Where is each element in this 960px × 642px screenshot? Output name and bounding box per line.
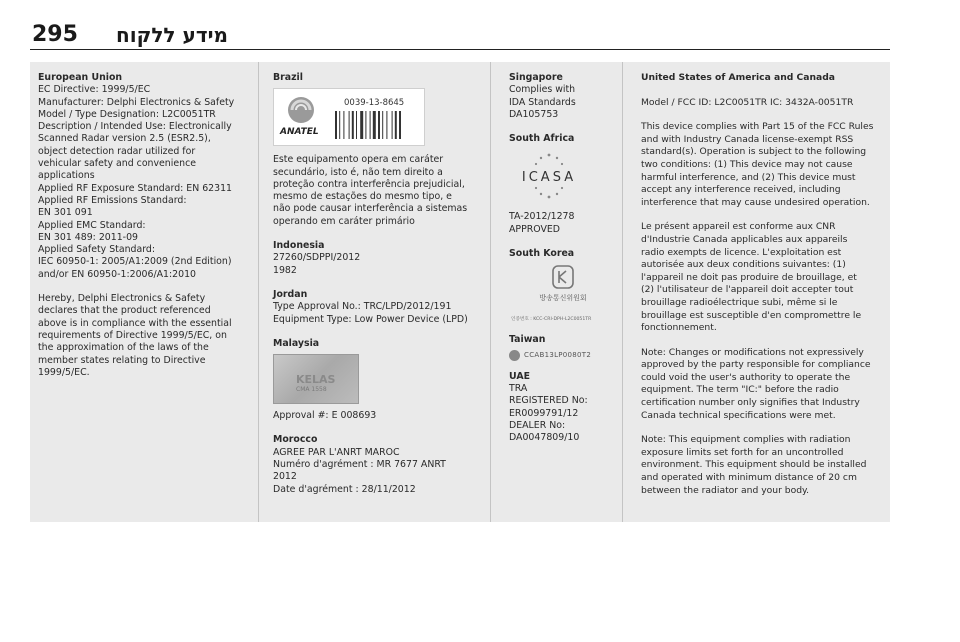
text-line: Note: Changes or modifications not expressively <box>641 346 864 358</box>
text-line: l'appareil ne doit pas produire de brouillage, et <box>641 271 857 283</box>
column-eu <box>30 62 258 522</box>
uae-title: UAE <box>509 370 530 382</box>
text-line: TA-2012/1278 <box>509 211 575 223</box>
text-line: certification number only signifies that Industry <box>641 397 860 409</box>
kelas-text: KELAS <box>296 373 336 387</box>
text-line: interference that may cause undesired operation. <box>641 196 870 208</box>
kc-text: 방송통신위원회 <box>539 294 587 303</box>
malaysia-title: Malaysia <box>273 337 320 349</box>
text-line: environment. This equipment should be installed <box>641 459 867 471</box>
usa-p4 <box>641 434 890 497</box>
text-line: operando em caráter primário <box>273 215 415 227</box>
text-line: fonctionnement. <box>641 322 717 334</box>
kelas-sub: CMA 1558 <box>296 386 327 394</box>
text-line: Manufacturer: Delphi Electronics & Safety <box>38 96 235 108</box>
text-line: proteção contra interferência prejudicial, <box>273 178 465 190</box>
usa-title: United States of America and Canada <box>641 72 835 83</box>
column-asia-africa <box>490 62 622 522</box>
text-line: Type Approval No.: TRC/LPD/2012/191 <box>273 301 452 313</box>
south-africa-text <box>509 211 622 236</box>
text-line: 2012 <box>273 471 297 483</box>
text-line: 1999/5/EC. <box>38 366 90 378</box>
column-usa-canada <box>622 62 890 522</box>
singapore-title: Singapore <box>509 72 563 83</box>
icasa-logo-icon <box>509 151 589 201</box>
anatel-label <box>273 88 425 146</box>
jordan-text <box>273 301 490 326</box>
icasa-text: ICASA <box>521 170 577 186</box>
text-line: APPROVED <box>509 223 561 235</box>
anatel-text: ANATEL <box>280 127 319 138</box>
malaysia-text <box>273 410 490 422</box>
text-line: standard(s). Operation is subject to the following <box>641 146 867 158</box>
eu-details <box>38 84 258 281</box>
south-africa-title: South Africa <box>509 133 575 145</box>
brazil-text <box>273 154 490 228</box>
text-line: AGREE PAR L'ANRT MAROC <box>273 446 400 458</box>
usa-p2 <box>641 221 890 334</box>
text-line: accept any interference received, including <box>641 184 841 196</box>
eu-declaration <box>38 293 258 379</box>
indonesia-text <box>273 252 490 277</box>
text-line: IDA Standards <box>509 96 576 108</box>
text-line: não pode causar interferência a sistemas <box>273 203 468 215</box>
text-line: Le présent appareil est conforme aux CNR <box>641 221 836 233</box>
text-line: IEC 60950-1: 2005/A1:2009 (2nd Edition) <box>38 256 232 268</box>
indonesia-title: Indonesia <box>273 240 325 252</box>
text-line: Applied RF Emissions Standard: <box>38 194 187 206</box>
text-line: the approximation of the laws of the <box>38 342 209 354</box>
text-line: secundário, isto é, não tem direito a <box>273 166 443 178</box>
text-line: requirements of Directive 1999/5/EC, on <box>38 329 227 341</box>
taiwan-title: Taiwan <box>509 334 546 346</box>
text-line: radio exempts de licence. L'exploitation est <box>641 246 842 258</box>
text-line: Este equipamento opera em caráter <box>273 154 444 166</box>
brazil-title: Brazil <box>273 72 303 83</box>
taiwan-mark <box>509 350 622 361</box>
text-line: Scanned Radar version 2.5 (ESR2.5), <box>38 133 211 145</box>
text-line: Canada technical specifications were met. <box>641 409 836 421</box>
text-line: Applied EMC Standard: <box>38 219 146 231</box>
page-header <box>30 18 890 50</box>
page-number: 295 <box>32 22 78 47</box>
text-line: EN 301 489: 2011-09 <box>38 231 138 243</box>
text-line: equipment. The term "IC:" before the radio <box>641 384 839 396</box>
text-line: vehicular safety and convenience <box>38 158 196 170</box>
text-line: brouillage est susceptible d'en compromettre le <box>641 309 862 321</box>
text-line: Equipment Type: Low Power Device (LPD) <box>273 313 468 325</box>
text-line: object detection radar utilized for <box>38 145 196 157</box>
text-line: brouillage radioélectrique subi, même si le <box>641 296 838 308</box>
text-line: applications <box>38 170 95 182</box>
text-line: exposure limits set forth for an uncontrolled <box>641 446 844 458</box>
text-line: harmful interference, and (2) This device must <box>641 171 856 183</box>
usa-p1 <box>641 121 890 209</box>
text-line: Applied Safety Standard: <box>38 244 155 256</box>
kc-mark-icon <box>509 264 619 308</box>
text-line: and operated with minimum distance of 20 cm <box>641 472 857 484</box>
kc-note: 인증번호 : KCC-CRI-DPH-L2C0051TR <box>511 317 592 323</box>
text-line: autorisée aux deux conditions suivantes: (1) <box>641 259 846 271</box>
text-line: declares that the product referenced <box>38 305 211 317</box>
text-line: Date d'agrément : 28/11/2012 <box>273 483 416 495</box>
text-line: Hereby, Delphi Electronics & Safety <box>38 293 206 305</box>
compliance-panel <box>30 62 890 522</box>
text-line: TRA <box>509 382 528 394</box>
text-line: and/or EN 60950-1:2006/A1:2010 <box>38 268 197 280</box>
text-line: DEALER No: <box>509 419 566 431</box>
eu-title: European Union <box>38 72 123 83</box>
kelas-seal <box>273 354 359 404</box>
taiwan-code: CCAB13LP0080T2 <box>524 351 592 360</box>
text-line: Applied RF Exposure Standard: EN 62311 <box>38 182 233 194</box>
text-line: DA105753 <box>509 108 559 120</box>
morocco-text <box>273 447 490 496</box>
text-line: (2) l'utilisateur de l'appareil doit accepter tout <box>641 284 854 296</box>
uae-text <box>509 383 622 444</box>
text-line: EN 301 091 <box>38 207 93 219</box>
usa-p3 <box>641 347 890 423</box>
anatel-code: 0039-13-8645 <box>344 98 405 109</box>
barcode-icon <box>334 111 420 139</box>
text-line: DA0047809/10 <box>509 432 580 444</box>
text-line: EC Directive: 1999/5/EC <box>38 84 151 96</box>
morocco-title: Morocco <box>273 434 318 446</box>
text-line: Numéro d'agrément : MR 7677 ANRT <box>273 459 446 471</box>
text-line: REGISTERED No: <box>509 395 588 407</box>
column-brazil-etc <box>258 62 490 522</box>
text-line: This device complies with Part 15 of the FCC Rules <box>641 121 874 133</box>
text-line: approved by the party responsible for compliance <box>641 359 871 371</box>
singapore-text <box>509 84 622 121</box>
text-line: 1982 <box>273 264 297 276</box>
text-line: d'Industrie Canada applicables aux appareils <box>641 233 848 245</box>
usa-model: Model / FCC ID: L2C0051TR IC: 3432A-0051TR <box>641 96 854 108</box>
text-line: Complies with <box>509 84 576 96</box>
text-line: and with Industry Canada license-exempt RSS <box>641 133 854 145</box>
text-line: Description / Intended Use: Electronically <box>38 121 232 133</box>
text-line: above is in compliance with the essential <box>38 317 232 329</box>
section-title: מידע ללקוח <box>116 23 228 47</box>
text-line: member states relating to Directive <box>38 354 206 366</box>
ncc-logo-icon <box>509 350 520 361</box>
text-line: Approval #: E 008693 <box>273 410 377 422</box>
text-line: mesmo de estações do mesmo tipo, e <box>273 191 452 203</box>
south-korea-title: South Korea <box>509 248 575 260</box>
text-line: 27260/SDPPI/2012 <box>273 252 361 264</box>
text-line: Note: This equipment complies with radiation <box>641 434 851 446</box>
text-line: between the radiator and your body. <box>641 484 810 496</box>
text-line: could void the user's authority to operate the <box>641 371 851 383</box>
jordan-title: Jordan <box>273 288 308 300</box>
text-line: Model / Type Designation: L2C0051TR <box>38 108 216 120</box>
text-line: ER0099791/12 <box>509 407 579 419</box>
text-line: two conditions: (1) This device may not cause <box>641 158 853 170</box>
